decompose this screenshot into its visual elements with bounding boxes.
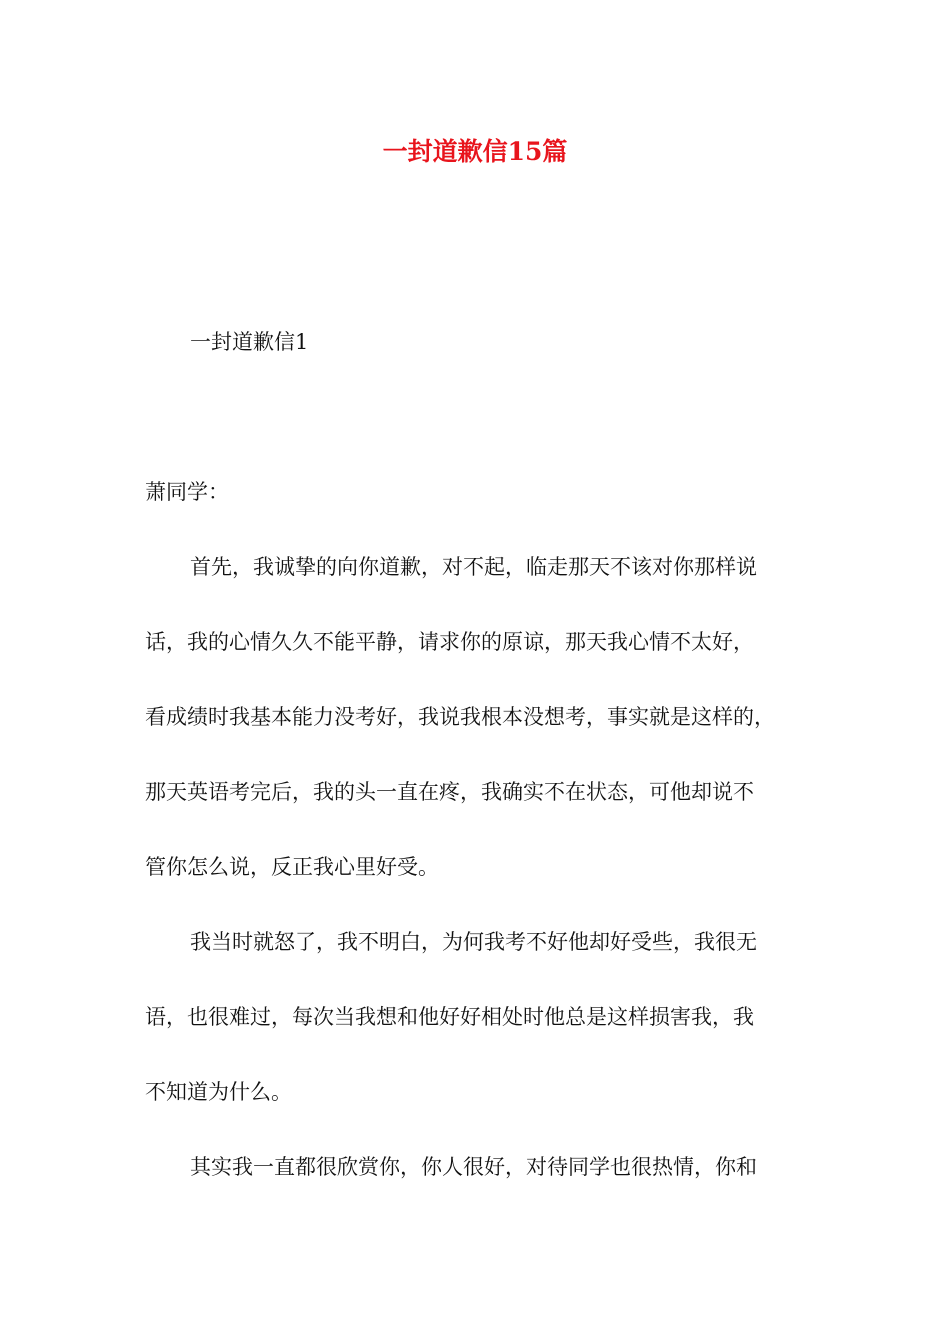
paragraph-line: 话，我的心情久久不能平静，请求你的原谅，那天我心情不太好， <box>145 630 754 654</box>
paragraph-line: 不知道为什么。 <box>145 1080 292 1104</box>
paragraph-line: 语，也很难过，每次当我想和他好好相处时他总是这样损害我，我 <box>145 1005 754 1029</box>
paragraph-line: 看成绩时我基本能力没考好，我说我根本没想考，事实就是这样的， <box>145 705 775 729</box>
paragraph-line: 管你怎么说，反正我心里好受。 <box>145 855 439 879</box>
paragraph-line: 我当时就怒了，我不明白，为何我考不好他却好受些，我很无 <box>190 930 757 954</box>
paragraph-line: 首先，我诚挚的向你道歉，对不起，临走那天不该对你那样说 <box>190 555 757 579</box>
salutation: 萧同学： <box>145 480 229 504</box>
paragraph-line: 其实我一直都很欣赏你，你人很好，对待同学也很热情，你和 <box>190 1155 757 1179</box>
paragraph-line: 那天英语考完后，我的头一直在疼，我确实不在状态，可他却说不 <box>145 780 754 804</box>
document-title: 一封道歉信15篇 <box>382 137 568 166</box>
section-heading: 一封道歉信1 <box>190 330 309 354</box>
